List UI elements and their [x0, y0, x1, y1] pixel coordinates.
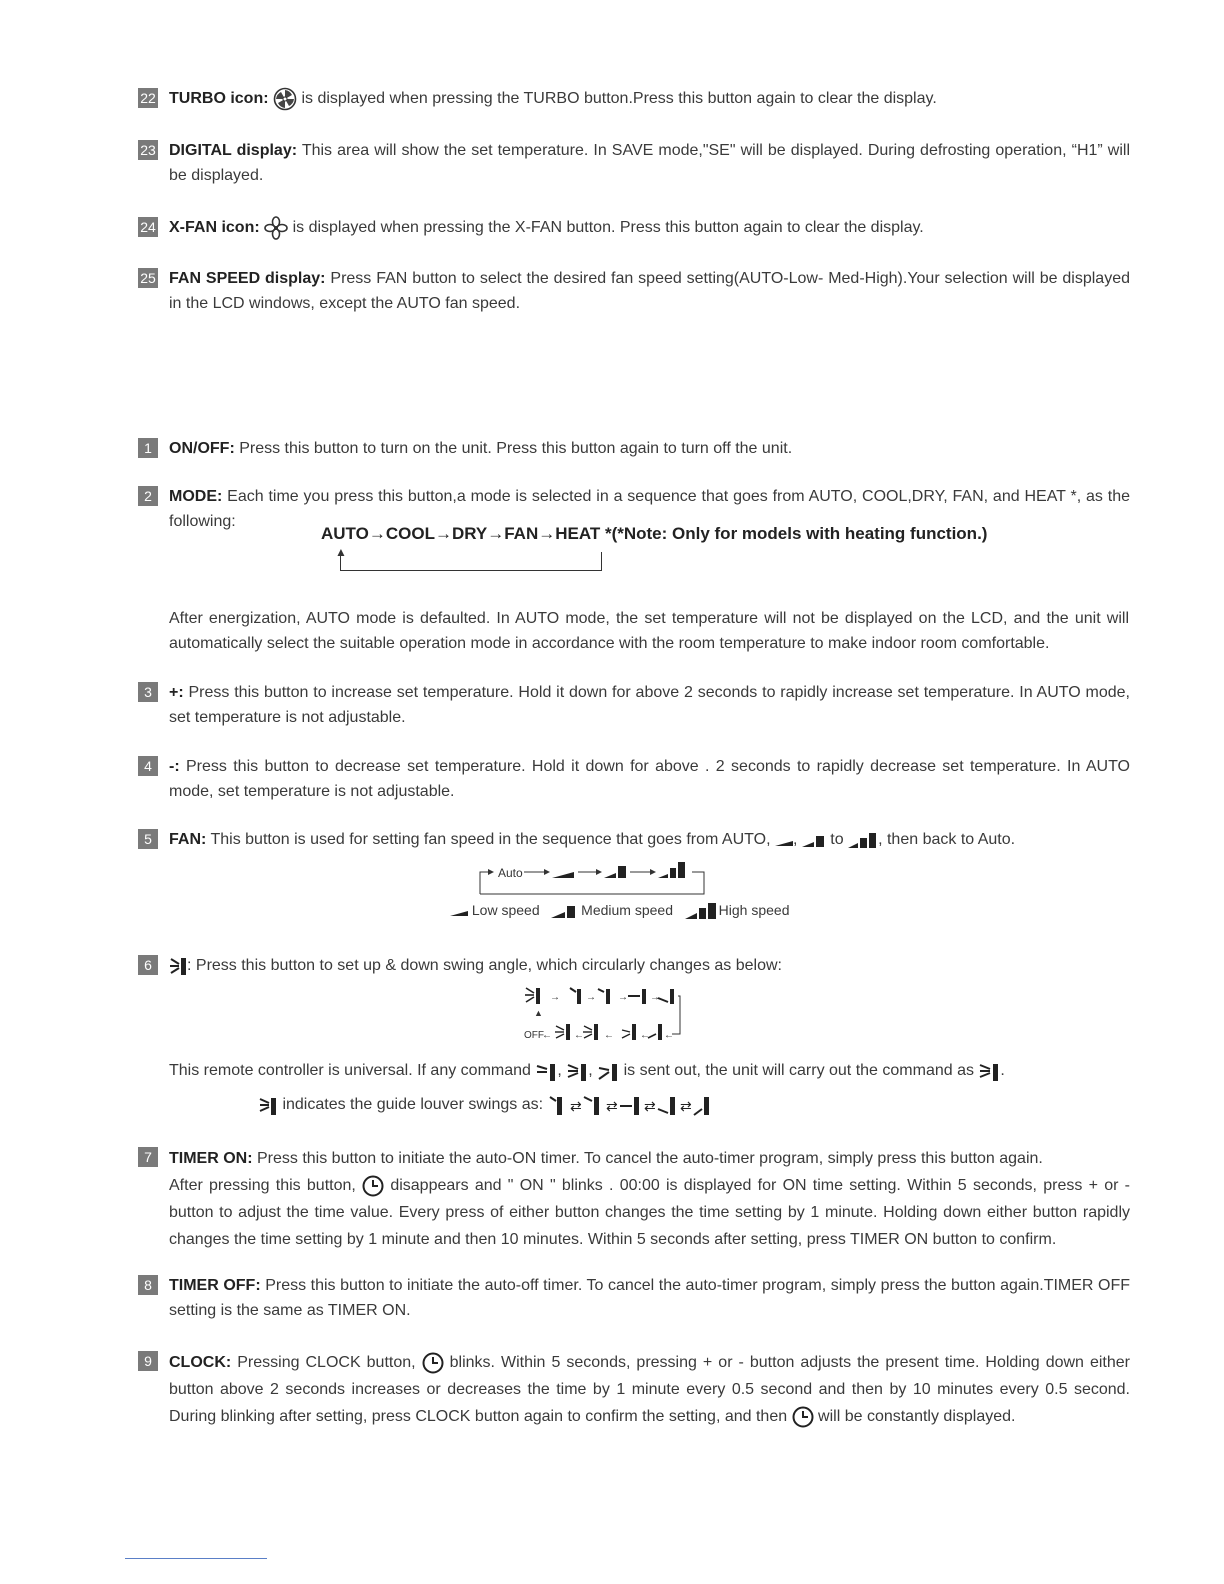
medium-speed-icon: [551, 904, 577, 918]
item-label: FAN:: [169, 831, 207, 848]
item-desc: Pressing CLOCK button,: [231, 1354, 422, 1371]
item-label: ON/OFF:: [169, 440, 235, 457]
svg-text:←: ←: [604, 1030, 614, 1041]
item-desc: This button is used for setting fan speed in the sequence that goes from AUTO,: [206, 831, 775, 848]
item-text: [169, 1145, 1130, 1253]
mode-sequence-loop-line: [340, 552, 602, 571]
swing-icon: [258, 1094, 278, 1116]
clock-icon: [792, 1406, 814, 1428]
item-text: [169, 266, 1130, 316]
legend-high: High speed: [718, 902, 790, 918]
item-desc: Press FAN button to select the desired fan speed setting(AUTO-Low- Med-High).Your selection will be displayed in the LCD windows, except the AUTO fan speed.: [169, 270, 1131, 312]
item-number: 8: [138, 1275, 158, 1295]
item-desc: : Press this button to set up & down swing angle, which circularly changes as below:: [187, 957, 782, 974]
item-desc: , then back to Auto.: [878, 831, 1016, 848]
svg-text:←: ←: [664, 1030, 674, 1041]
item-desc: Press this button to increase set temperature. Hold it down for above 2 seconds to rapidly increase set temperature. In AUTO mode, set temperature is not adjustable.: [169, 684, 1130, 726]
item-label: TURBO icon:: [169, 90, 269, 107]
svg-text:⇄: ⇄: [679, 1097, 692, 1114]
item-desc: After pressing this button,: [169, 1177, 363, 1194]
item-number: 4: [138, 756, 158, 776]
item-text: [169, 86, 1130, 111]
item-number: 3: [138, 682, 158, 702]
item-number: 9: [138, 1351, 158, 1371]
fan-auto-label: Auto: [498, 866, 523, 880]
item-number: 25: [138, 268, 158, 288]
item-text: [169, 827, 1130, 852]
clock-icon: [422, 1352, 444, 1374]
universal-paragraph: This remote controller is universal. If any command , , is sent out, the unit will carry out the command as .: [169, 1058, 1129, 1083]
item-number: 5: [138, 829, 158, 849]
swing-off-label: OFF: [524, 1030, 544, 1041]
xfan-icon: [264, 216, 288, 240]
universal-text-b: is sent out, the unit will carry out the command as: [623, 1062, 979, 1079]
item-label: X-FAN icon:: [169, 219, 260, 236]
turbo-icon: [273, 87, 297, 111]
item-label: +:: [169, 684, 184, 701]
low-speed-icon: [450, 906, 468, 916]
item-label: DIGITAL display:: [169, 142, 298, 159]
item-desc: Press this button to initiate the auto-ON timer. To cancel the auto-timer program, simply press this button again.: [252, 1150, 1043, 1167]
svg-text:▲: ▲: [534, 1008, 543, 1018]
swing-cycle-diagram: [522, 984, 682, 1044]
fan-speed-legend: [450, 902, 790, 919]
swing-icon: [169, 956, 187, 976]
item-text: [169, 680, 1130, 730]
high-speed-icon: [848, 832, 878, 848]
item-desc: is displayed when pressing the X-FAN button. Press this button again to clear the display.: [292, 219, 924, 236]
low-speed-icon: [775, 834, 793, 846]
item-number: 7: [138, 1147, 158, 1167]
swing-icon: [566, 1060, 588, 1082]
item-label: TIMER OFF:: [169, 1277, 261, 1294]
item-label: -:: [169, 758, 180, 775]
item-desc: Press this button to turn on the unit. Press this button again to turn off the unit.: [234, 440, 793, 457]
arrow-up-icon: ▲: [335, 545, 347, 559]
svg-text:⇄: ⇄: [569, 1097, 582, 1114]
item-text: [169, 436, 1130, 461]
item-desc: is displayed when pressing the TURBO button.Press this button again to clear the display.: [301, 90, 937, 107]
item-text: [169, 138, 1130, 188]
item-number: 23: [138, 140, 158, 160]
swing-icon: [978, 1060, 1000, 1082]
item-desc: Press this button to decrease set temperature. Hold it down for above . 2 seconds to rapidly decrease set temperature. In AUTO mode, set temperature is not adjustable.: [169, 758, 1130, 800]
universal-text-a: This remote controller is universal. If any command: [169, 1062, 536, 1079]
guide-louver-line: [258, 1092, 858, 1117]
svg-text:→: →: [618, 992, 628, 1003]
fan-speed-cycle-diagram: [478, 860, 708, 896]
footer-divider: [125, 1558, 267, 1559]
svg-text:←: ←: [574, 1030, 584, 1041]
auto-mode-paragraph: After energization, AUTO mode is defaulted. In AUTO mode, the set temperature will not be displayed on the LCD, and the unit will automatically select the suitable operation mode in accordance with the room temperature to make indoor room comfortable.: [169, 610, 1129, 652]
item-desc: to: [825, 831, 849, 848]
svg-text:←: ←: [542, 1030, 552, 1041]
item-desc: will be constantly displayed.: [818, 1408, 1016, 1425]
item-text: [169, 953, 1130, 978]
svg-text:→: →: [650, 992, 660, 1003]
high-speed-icon: [685, 903, 719, 919]
item-number: 22: [138, 88, 158, 108]
item-text: [169, 1349, 1130, 1430]
svg-text:⇄: ⇄: [643, 1097, 656, 1114]
item-desc: blinks. Within 5 seconds, pressing + or - button adjusts the present time. Holding down either button above 2 seconds increases or decreases the time by 1 minute every 0.5 second and then by 10 minutes every 0.5 second. During blinking after setting, press CLOCK button again to confirm the setting, and then: [169, 1354, 1130, 1425]
item-desc: ,: [792, 831, 802, 848]
item-desc: disappears and " ON " blinks . 00:00 is displayed for ON time setting. Within 5 seconds, press + or - button to adjust the time value. Every press of either button changes the time setting by 1 minute. Holding down either button rapidly changes the time setting by 1 minute and then 10 minutes. Within 5 seconds after setting, press TIMER ON button to confirm.: [169, 1177, 1130, 1248]
item-number: 24: [138, 217, 158, 237]
svg-text:→: →: [550, 992, 560, 1003]
swing-up-icon: [597, 1060, 619, 1082]
medium-speed-icon: [802, 833, 826, 847]
item-number: 2: [138, 486, 158, 506]
item-label: MODE:: [169, 488, 223, 505]
legend-medium: Medium speed: [581, 902, 673, 918]
guide-text: indicates the guide louver swings as:: [278, 1096, 544, 1113]
svg-text:←: ←: [640, 1030, 650, 1041]
item-desc: Each time you press this button,a mode is selected in a sequence that goes from AUTO, COOL,DRY, FAN, and HEAT *, as the following:: [169, 488, 1130, 530]
item-label: TIMER ON:: [169, 1150, 253, 1167]
item-text: [169, 215, 1130, 240]
item-text: [169, 1273, 1130, 1323]
item-number: 1: [138, 438, 158, 458]
clock-icon: [362, 1175, 384, 1197]
swing-down-icon: [535, 1060, 557, 1082]
legend-low: Low speed: [471, 902, 540, 918]
item-desc: Press this button to initiate the auto-off timer. To cancel the auto-timer program, simply press the button again.TIMER OFF setting is the same as TIMER ON.: [169, 1277, 1131, 1319]
item-label: FAN SPEED display:: [169, 270, 326, 287]
svg-text:→: →: [586, 992, 596, 1003]
mode-sequence: AUTO→COOL→DRY→FAN→HEAT *(*Note: Only for models with heating function.): [321, 524, 988, 543]
item-text: [169, 754, 1130, 804]
svg-text:⇄: ⇄: [605, 1097, 618, 1114]
guide-louver-swing-icons: [548, 1093, 738, 1117]
item-number: 6: [138, 955, 158, 975]
item-desc: This area will show the set temperature. In SAVE mode,"SE" will be displayed. During defrosting operation, “H1” will be displayed.: [169, 142, 1131, 184]
item-label: CLOCK:: [169, 1354, 232, 1371]
